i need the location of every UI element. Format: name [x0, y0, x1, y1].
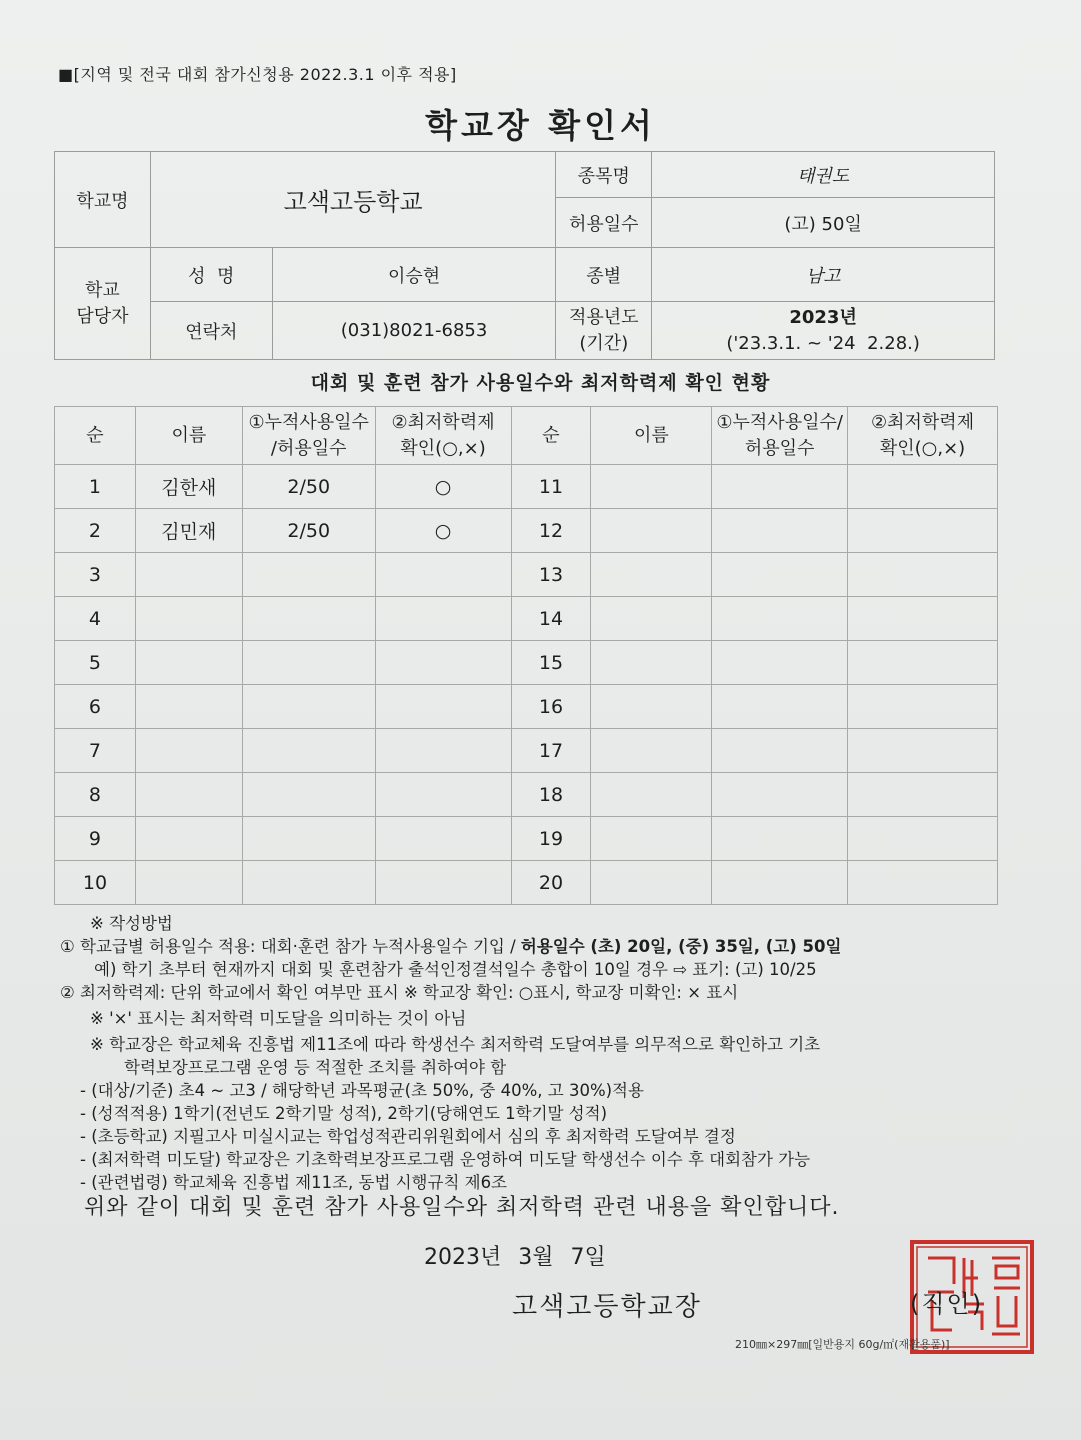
table-cell-left-name: 김한새: [135, 465, 242, 509]
table-cell-left-days: [242, 553, 375, 597]
table-body: [55, 465, 998, 905]
table-row: [55, 817, 998, 861]
document-title: 학교장 확인서: [425, 106, 656, 145]
table-cell-right-no: 20: [511, 861, 591, 905]
table-cell-right-days: [712, 553, 848, 597]
table-cell-right-name: [591, 465, 712, 509]
table-cell-right-days: [712, 685, 848, 729]
instructions: [60, 912, 1020, 1194]
period-value: ('23.3.1. ~ '24 2.28.): [726, 332, 920, 354]
year-cell: [652, 302, 995, 360]
note-line: - (최저학력 미도달) 학교장은 기초학력보장프로그램 운영하여 미도달 학생선수 이수 후 대회참가 가능: [80, 1150, 811, 1169]
table-cell-left-days: [242, 729, 375, 773]
form-tag: ■[지역 및 전국 대회 참가신청용 2022.3.1 이후 적용]: [58, 65, 457, 84]
table-cell-left-name: [135, 553, 242, 597]
table-cell-left-days: [242, 685, 375, 729]
column-header: 순: [55, 407, 136, 465]
table-cell-right-days: [712, 597, 848, 641]
table-row: [55, 641, 998, 685]
table-cell-right-name: [591, 641, 712, 685]
table-row: [55, 465, 998, 509]
school-label: 학교명: [55, 152, 151, 248]
table-cell-right-no: 12: [511, 509, 591, 553]
note-line: 예) 학기 초부터 현재까지 대회 및 훈련참가 출석인정결석일수 총합이 10일 경우 ⇨ 표기: (고) 10/25: [94, 960, 817, 979]
table-cell-right-no: 17: [511, 729, 591, 773]
note-line: ② 최저학력제: 단위 학교에서 확인 여부만 표시 ※ 학교장 확인: ○표시, 학교장 미확인: × 표시: [60, 983, 739, 1002]
column-header: ②최저학력제 확인(○,×): [375, 407, 511, 465]
sport-label: 종목명: [556, 152, 652, 198]
school-name: 고색고등학교: [150, 152, 556, 248]
seal-label: (직인): [910, 1290, 984, 1318]
note-line: 학력보장프로그램 운영 등 적절한 조치를 취하여야 함: [124, 1058, 507, 1077]
principal-name: 고색고등학교장: [512, 1292, 702, 1322]
table-cell-left-no: 3: [55, 553, 136, 597]
year-label: 적용년도 (기간): [556, 302, 652, 360]
table-cell-right-days: [712, 817, 848, 861]
table-cell-left-name: [135, 685, 242, 729]
table-cell-left-no: 7: [55, 729, 136, 773]
table-row: [55, 553, 998, 597]
table-cell-right-no: 19: [511, 817, 591, 861]
column-header: ①누적사용일수 /허용일수: [242, 407, 375, 465]
column-header: 이름: [135, 407, 242, 465]
contact-value: (031)8021-6853: [272, 302, 556, 360]
note-line: - (관련법령) 학교체육 진흥법 제11조, 동법 시행규칙 제6조: [80, 1173, 507, 1192]
manager-label: 학교 담당자: [55, 248, 151, 360]
table-cell-right-name: [591, 509, 712, 553]
table-cell-right-name: [591, 685, 712, 729]
table-cell-right-check: [848, 509, 998, 553]
table-cell-left-check: [375, 685, 511, 729]
note-line: ※ 학교장은 학교체육 진흥법 제11조에 따라 학생선수 최저학력 도달여부를 의무적으로 확인하고 기초: [90, 1035, 821, 1054]
table-cell-right-name: [591, 729, 712, 773]
year-value: 2023년: [789, 306, 857, 328]
table-cell-right-name: [591, 773, 712, 817]
table-cell-right-name: [591, 553, 712, 597]
table-cell-left-days: [242, 773, 375, 817]
table-cell-left-no: 5: [55, 641, 136, 685]
table-cell-right-no: 14: [511, 597, 591, 641]
table-cell-right-check: [848, 553, 998, 597]
table-cell-left-check: [375, 773, 511, 817]
table-cell-left-check: ○: [375, 509, 511, 553]
table-row: [55, 729, 998, 773]
note-text: ① 학교급별 허용일수 적용: 대회·훈련 참가 누적사용일수 기입 /: [60, 937, 521, 956]
name-label: 성 명: [150, 248, 272, 302]
note-line: [60, 935, 1020, 958]
table-cell-right-name: [591, 817, 712, 861]
table-cell-right-name: [591, 597, 712, 641]
table-cell-right-no: 13: [511, 553, 591, 597]
table-cell-left-check: [375, 729, 511, 773]
table-cell-left-no: 2: [55, 509, 136, 553]
table-cell-right-days: [712, 861, 848, 905]
table-cell-right-no: 18: [511, 773, 591, 817]
table-cell-left-days: [242, 861, 375, 905]
table-cell-left-no: 4: [55, 597, 136, 641]
table-cell-left-no: 9: [55, 817, 136, 861]
table-cell-right-no: 16: [511, 685, 591, 729]
table-cell-right-days: [712, 465, 848, 509]
table-row: [55, 861, 998, 905]
table-cell-right-check: [848, 685, 998, 729]
table-cell-left-days: [242, 641, 375, 685]
confirmation-statement: 위와 같이 대회 및 훈련 참가 사용일수와 최저학력 관련 내용을 확인합니다.: [84, 1195, 840, 1220]
table-cell-left-check: [375, 861, 511, 905]
table-cell-left-no: 1: [55, 465, 136, 509]
table-cell-left-days: 2/50: [242, 509, 375, 553]
note-line: ※ '×' 표시는 최저학력 미도달을 의미하는 것이 아님: [90, 1009, 467, 1028]
table-cell-left-check: [375, 817, 511, 861]
table-cell-left-name: [135, 861, 242, 905]
table-cell-left-check: [375, 553, 511, 597]
table-cell-left-days: [242, 817, 375, 861]
table-cell-right-check: [848, 641, 998, 685]
table-cell-right-days: [712, 509, 848, 553]
column-header: ①누적사용일수/ 허용일수: [712, 407, 848, 465]
allowed-days-value: (고) 50일: [652, 198, 995, 248]
usage-table: [54, 406, 998, 905]
school-info-table: [54, 151, 995, 360]
table-cell-left-check: [375, 641, 511, 685]
gender-label: 종별: [556, 248, 652, 302]
table-row: [55, 773, 998, 817]
table-cell-left-no: 6: [55, 685, 136, 729]
table-cell-right-no: 15: [511, 641, 591, 685]
table-cell-left-no: 8: [55, 773, 136, 817]
table-cell-left-name: [135, 597, 242, 641]
table-cell-right-check: [848, 773, 998, 817]
note-line: - (성적적용) 1학기(전년도 2학기말 성적), 2학기(당해연도 1학기말 성적): [80, 1104, 608, 1123]
document-date: 2023년 3월 7일: [424, 1245, 606, 1270]
table-cell-left-name: 김민재: [135, 509, 242, 553]
table-header-row: [55, 407, 998, 465]
table-cell-left-name: [135, 817, 242, 861]
table-row: [55, 685, 998, 729]
table-cell-right-no: 11: [511, 465, 591, 509]
table-cell-right-days: [712, 773, 848, 817]
table-cell-left-check: ○: [375, 465, 511, 509]
column-header: ②최저학력제 확인(○,×): [848, 407, 998, 465]
note-bold-text: 허용일수 (초) 20일, (중) 35일, (고) 50일: [520, 937, 842, 956]
section-title: 대회 및 훈련 참가 사용일수와 최저학력제 확인 현황: [310, 372, 771, 394]
table-cell-right-check: [848, 817, 998, 861]
table-cell-right-check: [848, 729, 998, 773]
manager-name: 이승현: [272, 248, 556, 302]
table-cell-right-days: [712, 641, 848, 685]
table-cell-left-check: [375, 597, 511, 641]
table-cell-left-days: [242, 597, 375, 641]
allowed-days-label: 허용일수: [556, 198, 652, 248]
paper-spec: 210㎜×297㎜[일반용지 60g/㎡(재활용품)]: [735, 1338, 950, 1351]
table-cell-right-check: [848, 597, 998, 641]
table-cell-right-check: [848, 465, 998, 509]
table-cell-left-name: [135, 773, 242, 817]
note-line: - (대상/기준) 초4 ~ 고3 / 해당학년 과목평균(초 50%, 중 40%, 고 30%)적용: [80, 1081, 644, 1100]
notes-heading: ※ 작성방법: [90, 914, 173, 933]
table-cell-left-name: [135, 729, 242, 773]
table-row: [55, 597, 998, 641]
contact-label: 연락처: [150, 302, 272, 360]
note-line: - (초등학교) 지필고사 미실시교는 학업성적관리위원회에서 심의 후 최저학력 도달여부 결정: [80, 1127, 736, 1146]
column-header: 순: [511, 407, 591, 465]
gender-value: 남고: [652, 248, 995, 302]
table-cell-left-name: [135, 641, 242, 685]
table-cell-right-days: [712, 729, 848, 773]
table-cell-left-no: 10: [55, 861, 136, 905]
table-cell-right-name: [591, 861, 712, 905]
column-header: 이름: [591, 407, 712, 465]
table-cell-left-days: 2/50: [242, 465, 375, 509]
table-row: [55, 509, 998, 553]
table-cell-right-check: [848, 861, 998, 905]
sport-value: 태권도: [652, 152, 995, 198]
